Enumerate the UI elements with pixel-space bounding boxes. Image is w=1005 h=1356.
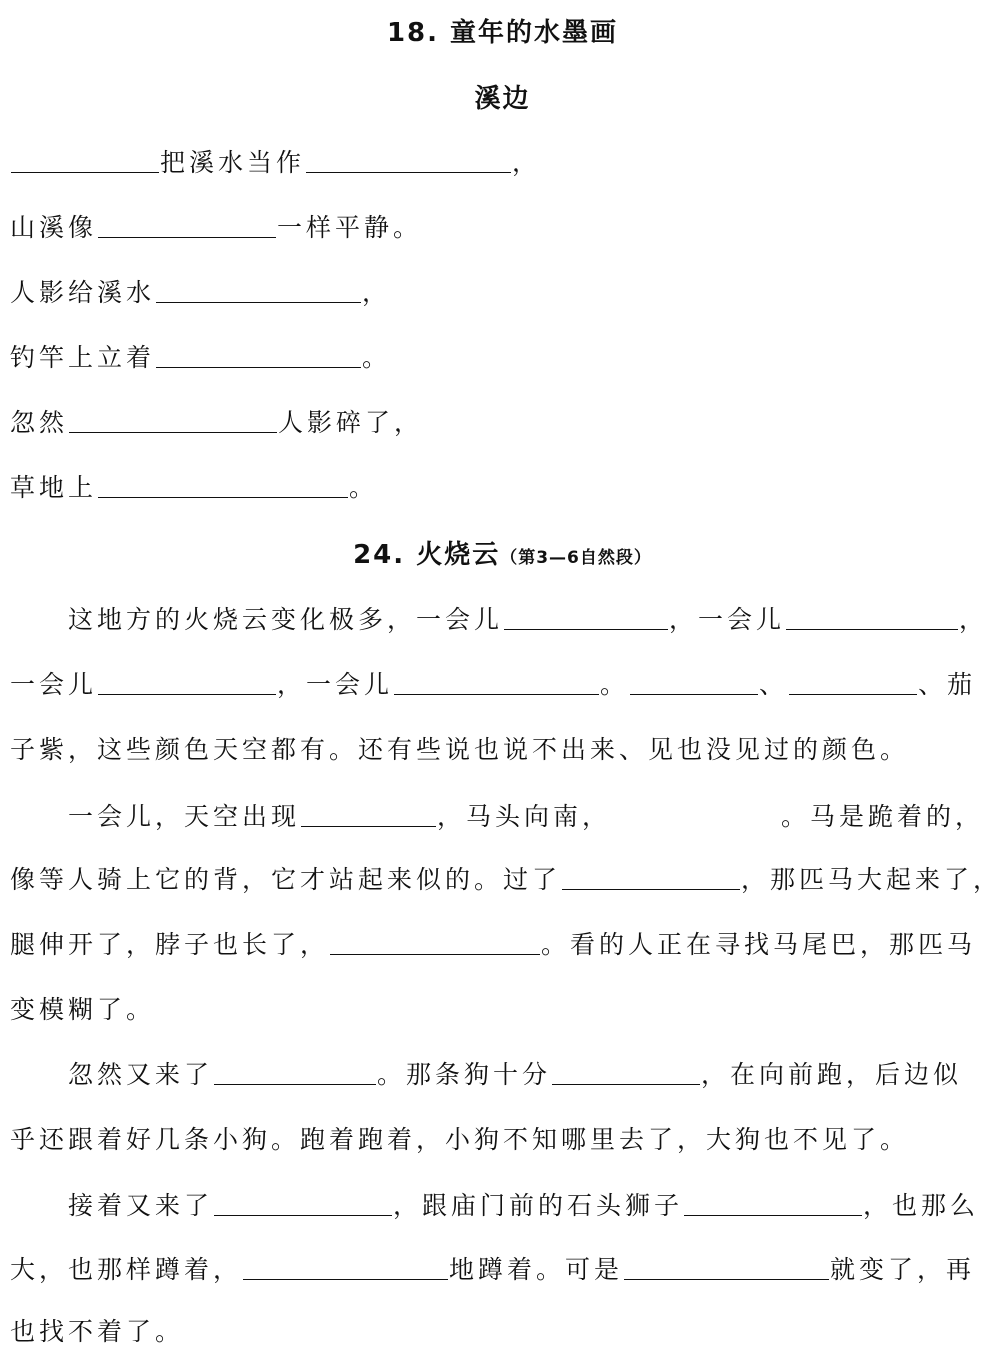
fill-blank[interactable] [301, 800, 436, 827]
fill-blank[interactable] [504, 603, 668, 630]
fill-blank[interactable] [98, 471, 348, 498]
fill-blank[interactable] [156, 341, 361, 368]
poem-line-1 [10, 143, 541, 183]
para-text: ，一会儿 [277, 670, 394, 699]
para-text: ，马头向南， [437, 802, 612, 831]
fill-blank[interactable] [562, 863, 740, 890]
poem-line-5 [10, 403, 423, 443]
para-text: 接着又来了 [68, 1191, 214, 1220]
para-text: ，一会儿 [669, 605, 786, 634]
poem-line-6 [10, 468, 378, 508]
para-text: 、 [759, 670, 789, 699]
para4-line-1 [68, 1186, 979, 1226]
fill-blank[interactable] [552, 1058, 700, 1085]
poem-text: 人影给溪水 [10, 278, 156, 307]
fill-blank[interactable] [156, 276, 361, 303]
para4-line-2 [10, 1250, 975, 1290]
fill-blank[interactable] [630, 668, 758, 695]
poem-text: 。 [362, 343, 392, 372]
para1-line-1 [68, 600, 988, 640]
poem-text: 钓竿上立着 [10, 343, 156, 372]
poem-text: 一样平静。 [277, 213, 423, 242]
para-text: 。看的人正在寻找马尾巴，那匹马 [541, 930, 977, 959]
para3-line-2 [10, 1120, 909, 1160]
section2-title-note: （第3—6自然段） [500, 548, 652, 568]
para-text: 一会儿 [10, 670, 98, 699]
para2-line-3 [10, 925, 976, 965]
poem-line-4 [10, 338, 391, 378]
para-text: 、茄 [918, 670, 977, 699]
fill-blank[interactable] [684, 1189, 862, 1216]
poem-text: 。 [349, 473, 379, 502]
para-text: 这地方的火烧云变化极多，一会儿 [68, 605, 504, 634]
fill-blank[interactable] [11, 146, 159, 173]
poem-text: 山溪像 [10, 213, 98, 242]
para-text: 也找不着了。 [10, 1317, 185, 1346]
fill-blank[interactable] [624, 1253, 829, 1280]
fill-blank[interactable] [394, 668, 599, 695]
poem-line-2 [10, 208, 422, 248]
fill-blank[interactable] [69, 406, 277, 433]
para-text: 像等人骑上它的背，它才站起来似的。过了 [10, 865, 562, 894]
fill-blank[interactable] [243, 1253, 448, 1280]
poem-text: 忽然 [10, 408, 69, 437]
fill-blank[interactable] [98, 668, 276, 695]
section1-subtitle: 溪边 [474, 84, 531, 114]
fill-gap[interactable] [611, 799, 781, 825]
para1-line-2 [10, 665, 976, 705]
poem-line-3 [10, 273, 391, 313]
para4-line-3 [10, 1312, 184, 1352]
para1-line-3 [10, 730, 909, 770]
para-text: ， [959, 605, 989, 634]
poem-text: 人影碎了， [278, 408, 424, 437]
fill-blank[interactable] [789, 668, 917, 695]
para3-line-1 [68, 1055, 962, 1095]
poem-text: 把溪水当作 [160, 148, 306, 177]
poem-text: ， [512, 148, 542, 177]
fill-blank[interactable] [214, 1058, 376, 1085]
fill-blank[interactable] [786, 603, 958, 630]
para-text: ，在向前跑，后边似 [701, 1060, 963, 1089]
para-text: 。那条狗十分 [377, 1060, 552, 1089]
para-text: 一会儿，天空出现 [68, 802, 301, 831]
fill-blank[interactable] [306, 146, 511, 173]
para-text: ，跟庙门前的石头狮子 [393, 1191, 684, 1220]
section2-title [0, 538, 1005, 575]
para-text: ，也那么 [863, 1191, 980, 1220]
para-text: 大，也那样蹲着， [10, 1255, 243, 1284]
fill-blank[interactable] [98, 211, 276, 238]
poem-text: ， [362, 278, 392, 307]
poem-text: 草地上 [10, 473, 98, 502]
para-text: 腿伸开了，脖子也长了， [10, 930, 330, 959]
para-text: 。 [600, 670, 630, 699]
para-text: 忽然又来了 [68, 1060, 214, 1089]
section2-title-text: 24. 火烧云 [353, 540, 501, 570]
para2-line-4 [10, 990, 155, 1030]
para2-line-1 [68, 797, 984, 837]
para-text: 。马是跪着的， [781, 802, 985, 831]
para-text: 就变了，再 [830, 1255, 976, 1284]
para-text: 变模糊了。 [10, 995, 156, 1024]
fill-blank[interactable] [330, 928, 540, 955]
fill-blank[interactable] [214, 1189, 392, 1216]
para2-line-2 [10, 860, 1002, 900]
para-text: 地蹲着。可是 [449, 1255, 624, 1284]
para-text: 乎还跟着好几条小狗。跑着跑着，小狗不知哪里去了，大狗也不见了。 [10, 1125, 910, 1154]
para-text: 子紫，这些颜色天空都有。还有些说也说不出来、见也没见过的颜色。 [10, 735, 910, 764]
section1-title: 18. 童年的水墨画 [386, 18, 619, 48]
para-text: ，那匹马大起来了， [741, 865, 1003, 894]
